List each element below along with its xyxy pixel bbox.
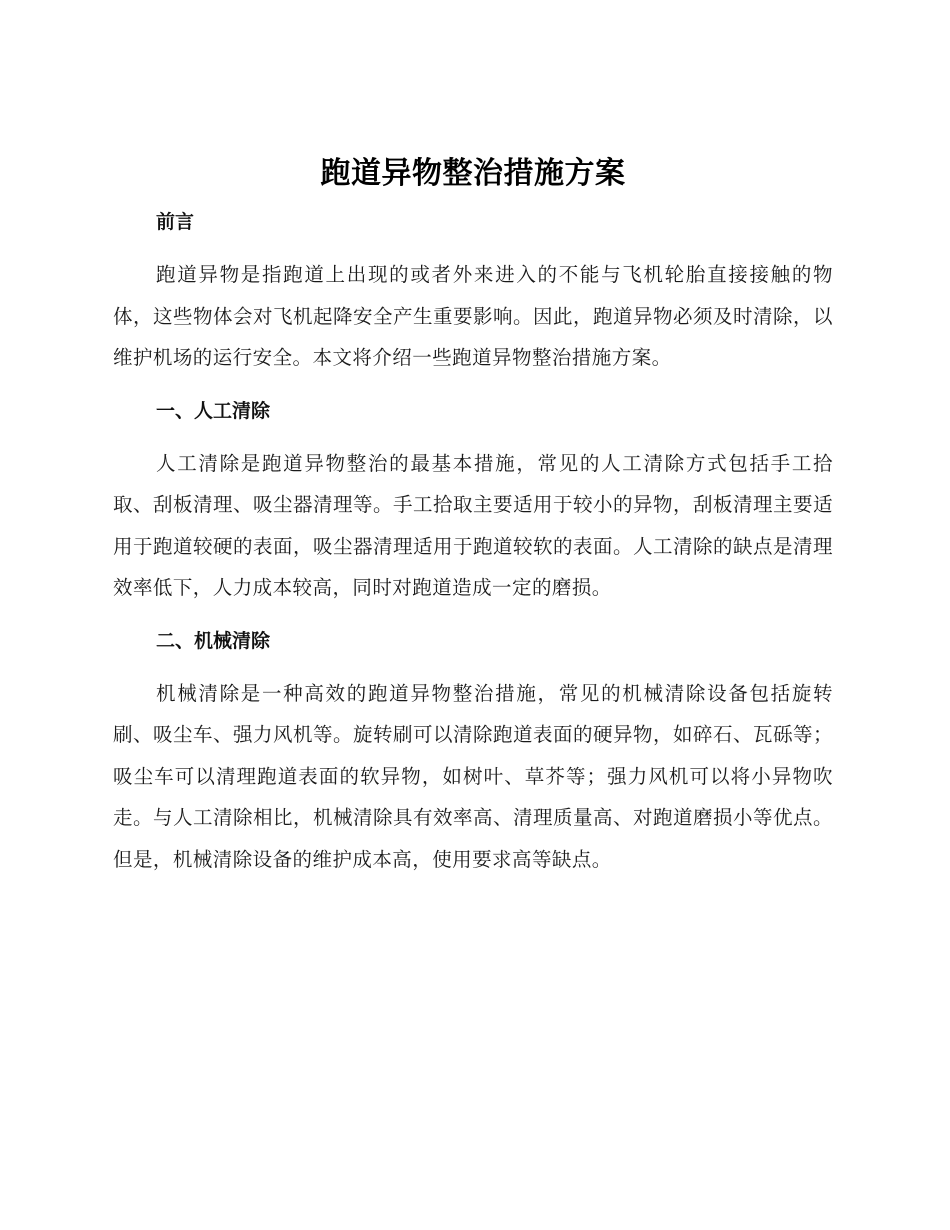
section-body-mechanical-removal: 机械清除是一种高效的跑道异物整治措施，常见的机械清除设备包括旋转刷、吸尘车、强力风机等。旋转刷可以清除跑道表面的硬异物，如碎石、瓦砾等；吸尘车可以清理跑道表面的软异物，如树叶、草芥等；强力风机可以将小异物吹走。与人工清除相比，机械清除具有效率高、清理质量高、对跑道磨损小等优点。但是，机械清除设备的维护成本高，使用要求高等缺点。 xyxy=(113,681,833,871)
section-heading-manual-removal: 一、人工清除 xyxy=(156,399,271,422)
section-body-preface: 跑道异物是指跑道上出现的或者外来进入的不能与飞机轮胎直接接触的物体，这些物体会对飞机起降安全产生重要影响。因此，跑道异物必须及时清除，以维护机场的运行安全。本文将介绍一些跑道异物整治措施方案。 xyxy=(113,263,833,369)
section-heading-preface: 前言 xyxy=(156,211,195,233)
section-body-manual-removal: 人工清除是跑道异物整治的最基本措施，常见的人工清除方式包括手工拾取、刮板清理、吸尘器清理等。手工拾取主要适用于较小的异物，刮板清理主要适用于跑道较硬的表面，吸尘器清理适用于跑道较软的表面。人工清除的缺点是清理效率低下，人力成本较高，同时对跑道造成一定的磨损。 xyxy=(113,451,833,599)
section-heading-mechanical-removal: 二、机械清除 xyxy=(156,629,271,652)
document-title: 跑道异物整治措施方案 xyxy=(320,156,626,191)
document-content xyxy=(113,148,833,880)
